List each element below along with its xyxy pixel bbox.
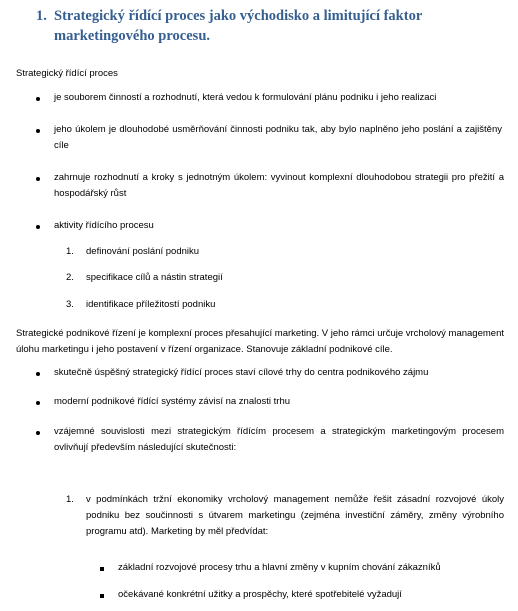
numbered-item: specifikace cílů a nástin strategií bbox=[86, 272, 223, 283]
list-number: 1. bbox=[66, 494, 74, 505]
numbered-item: v podmínkách tržní ekonomiky vrcholový management nemůže řešit zásadní rozvojové úkoly podniku bez součinnosti s útvarem marketingu (zejména investiční záměry, změny výrobního programu atd). Marketing by měl předvídat: bbox=[86, 494, 504, 537]
paragraph: Strategické podnikové řízení je komplexní proces přesahující marketing. V jeho rámci určuje vrcholový management úlohu marketingu i jeho postavení v řízení organizace. Stanovuje základní podnikové cíle. bbox=[16, 328, 504, 355]
sub-list-item: základní rozvojové procesy trhu a hlavní změny v kupním chování zákazníků bbox=[118, 562, 441, 573]
heading-text: Strategický řídící proces jako východisko a limitující faktor marketingového procesu. bbox=[54, 8, 422, 44]
bullet-marker bbox=[36, 225, 40, 229]
numbered-item: definování poslání podniku bbox=[86, 246, 200, 257]
square-bullet-marker bbox=[100, 594, 104, 598]
list-item: skutečně úspěšný strategický řídící proces staví cílové trhy do centra podnikového zájmu bbox=[54, 367, 429, 378]
bullet-marker bbox=[36, 177, 40, 181]
list-item: moderní podnikové řídící systémy závisí na znalosti trhu bbox=[54, 396, 291, 407]
heading-number: 1. bbox=[36, 8, 47, 24]
list-item: zahrnuje rozhodnutí a kroky s jednotným úkolem: vyvinout komplexní dlouhodobou strategii pro přežití a hospodářský růst bbox=[54, 172, 504, 199]
numbered-item: identifikace příležitostí podniku bbox=[86, 299, 216, 310]
bullet-marker bbox=[36, 431, 40, 435]
section-title: Strategický řídící proces bbox=[16, 68, 118, 79]
list-item: je souborem činností a rozhodnutí, která vedou k formulování plánu podniku i jeho realizaci bbox=[54, 92, 437, 103]
list-item: jeho úkolem je dlouhodobé usměrňování činnosti podniku tak, aby bylo naplněno jeho poslání a zajištěny cíle bbox=[54, 124, 502, 151]
sub-list-item: očekávané konkrétní užitky a prospěchy, které spotřebitelé vyžadují bbox=[118, 589, 402, 600]
square-bullet-marker bbox=[100, 567, 104, 571]
list-number: 3. bbox=[66, 299, 74, 310]
list-item: aktivity řídícího procesu bbox=[54, 220, 154, 231]
bullet-marker bbox=[36, 401, 40, 405]
bullet-marker bbox=[36, 97, 40, 101]
list-number: 1. bbox=[66, 246, 74, 257]
chapter-heading bbox=[37, 6, 507, 46]
bullet-marker bbox=[36, 372, 40, 376]
list-item: vzájemné souvislosti mezi strategickým řídícím procesem a strategickým marketingovým procesem ovlivňují především následující skutečnosti: bbox=[54, 426, 504, 453]
list-number: 2. bbox=[66, 272, 74, 283]
bullet-marker bbox=[36, 129, 40, 133]
